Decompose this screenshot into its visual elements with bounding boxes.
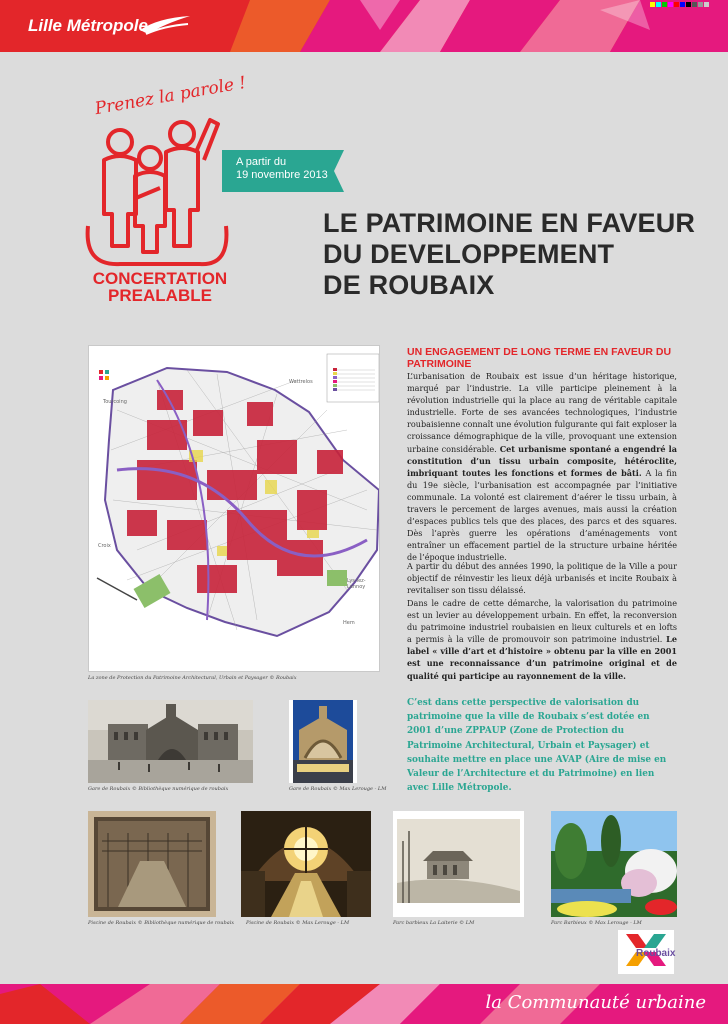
map-caption: La zone de Protection du Patrimoine Architectural, Urbain et Paysager © Roubaix (88, 675, 297, 681)
p1b: Cet urbanisme spontané a engendré la constitution d’un tissu urbain composite, hétéroclite, imbriquant toutes les fonctions et formes de bâti. (407, 443, 677, 478)
header-band (0, 0, 728, 52)
p3b: Le label « ville d’art et d’histoire » obtenu par la ville en 2001 est une reconnaissance d’un patrimoine original et de qualité qui participe au rayonnement de la ville. (407, 634, 677, 681)
photo-piscine-new (241, 811, 371, 917)
photo-gare-new (289, 700, 357, 783)
caption-parc-old: Parc barbieux La Laiterie © LM (393, 920, 475, 926)
p3a: Dans le cadre de cette démarche, la valorisation du patrimoine est un levier au développement urbain. En effet, la reconversion du patrimoine industriel roubaisien en lieux culturels et en lofts a permis à la ville de promouvoir son patrimoine industriel. (407, 598, 677, 645)
concertation-line2: PREALABLE (108, 286, 212, 305)
caption-piscine-new: Piscine de Roubaix © Max Lerouge - LM (246, 920, 350, 926)
caption-parc-new: Parc Barbieux © Max Lerouge - LM (551, 920, 642, 926)
date-line2: 19 novembre 2013 (236, 169, 328, 181)
map-label-hem: Hem (343, 620, 355, 626)
photo-piscine-old (88, 811, 216, 917)
people-speaking-icon (80, 106, 240, 281)
photo-parc-old (393, 811, 524, 917)
page-title (323, 208, 695, 301)
brand-swoosh-icon (138, 14, 192, 36)
article-heading: UN ENGAGEMENT DE LONG TERME EN FAVEUR DU PATRIMOINE (407, 346, 672, 370)
title-line1: LE PATRIMOINE EN FAVEUR (323, 208, 696, 238)
title-line2: DU DEVELOPPEMENT (323, 239, 615, 269)
map-roubaix-mark-icon (99, 370, 109, 380)
p1c: A la fin du 19e siècle, l’urbanisation est accompagnée par l’initiative communale. La volonté est clairement d’aérer le tissu urbain, à travers le percement de larges avenues, mais aussi la création d’espaces publics tels que des places, des parcs et des squares. Dès l’après guerre les opérations d’aménagements vont entraîner un effacement partiel de la structure urbaine héritée de l’époque industrielle. (407, 467, 677, 563)
brand-name: Lille Métropole (28, 16, 148, 35)
map-label-tourcoing: Tourcoing (103, 399, 127, 405)
p1a: L’urbanisation de Roubaix est issue d’un héritage historique, marqué par l’industrie. La ville participe pleinement à la révolution industrielle qui la place au rang de véritable capitale industrielle. Forte de ses avancées technologiques, l’industrie roubaisienne connaît une évolution fulgurante qui fait exploser la croissance démographique de la ville, provoquant une extension urbaine considérable. (407, 371, 677, 454)
date-line1: A partir du (236, 156, 287, 168)
article-paragraph-3 (407, 597, 677, 682)
photo-gare-old (88, 700, 253, 783)
concertation-logo (80, 72, 248, 318)
slogan: Prenez la parole ! (93, 72, 248, 120)
date-ribbon-text (236, 156, 328, 182)
concertation-line1: CONCERTATION (92, 269, 228, 288)
map-drawing (89, 346, 379, 671)
roubaix-logo (618, 930, 674, 974)
map-label-wattrelos: Wattrelos (289, 379, 313, 385)
article-paragraph-1 (407, 370, 677, 564)
roubaix-logo-text: Roubaix (636, 948, 676, 959)
caption-piscine-old: Piscine de Roubaix © Bibliothèque numérique de roubaix (88, 920, 235, 926)
zppaup-map (88, 345, 380, 672)
caption-gare-new: Gare de Roubaix © Max Lerouge - LM (289, 786, 387, 792)
article-paragraph-2: A partir du début des années 1990, la politique de la Ville a pour objectif de réinvestir les lieux déjà urbanisés et incite Roubaix à revitaliser son tissu délaissé. (407, 561, 677, 596)
photo-parc-new (551, 811, 677, 917)
map-label-lys: Lys-lez-Lannoy (347, 578, 366, 590)
concertation-title (80, 270, 240, 304)
caption-gare-old: Gare de Roubaix © Bibliothèque numérique de roubaix (88, 786, 229, 792)
footer-band (0, 984, 728, 1024)
footer-tagline: la Communauté urbaine (485, 992, 706, 1013)
map-label-croix: Croix (98, 543, 111, 549)
highlight-paragraph: C’est dans cette perspective de valorisation du patrimoine que la ville de Roubaix s’est dotée en 2001 d’une ZPPAUP (Zone de Protection du Patrimoine Architectural, Urbain et Paysager) et souhaite mettre en place une AVAP (Aire de mise en Valeur de l’Architecture et du Patrimoine) en lien avec Lille Métropole. (407, 698, 667, 794)
title-line3: DE ROUBAIX (323, 270, 495, 300)
